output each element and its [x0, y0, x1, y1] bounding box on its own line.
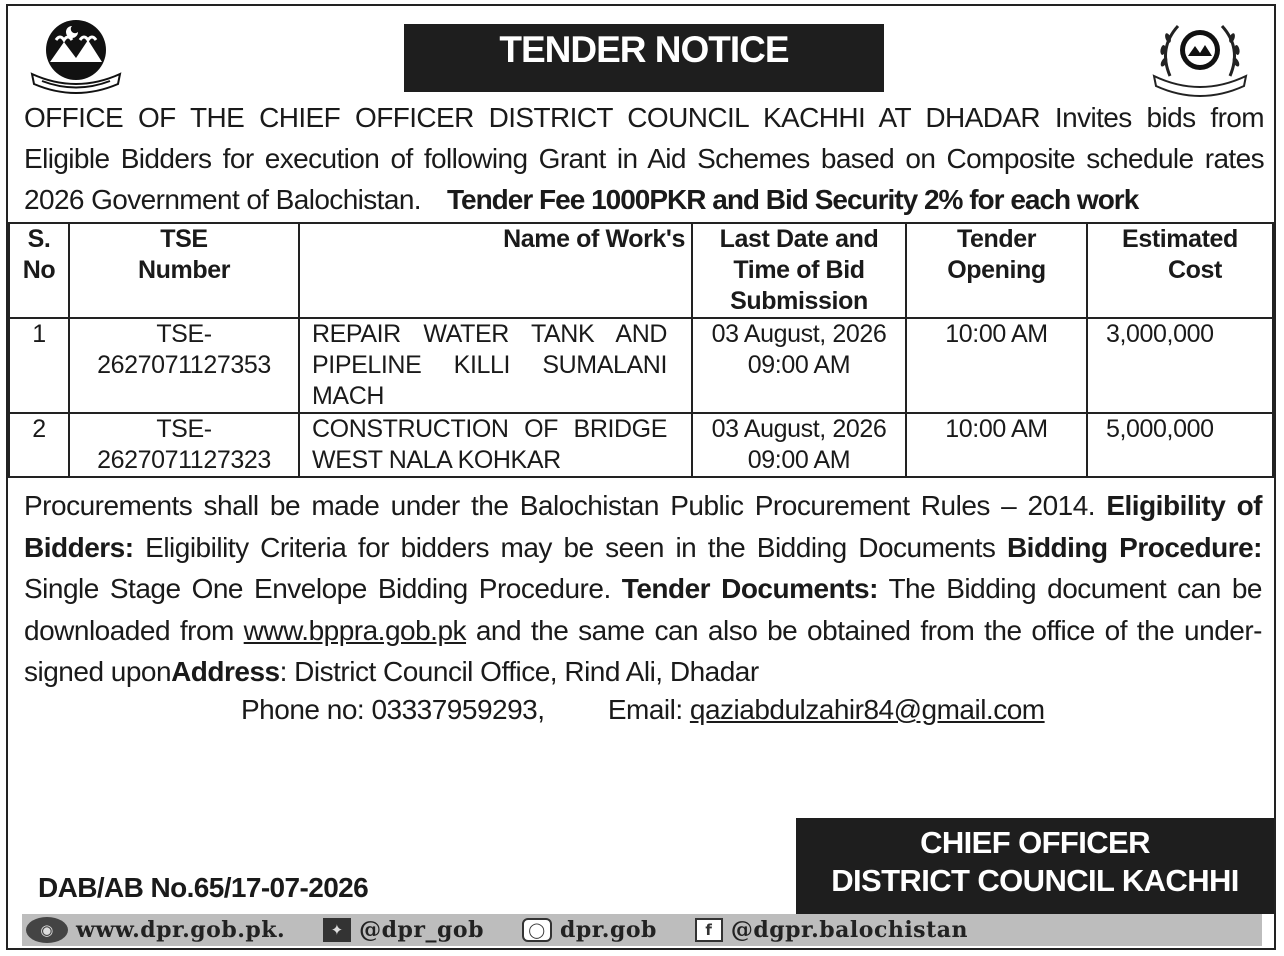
balochistan-emblem-icon: [1148, 18, 1252, 98]
district-council-emblem-icon: [28, 18, 124, 98]
footer-website[interactable]: [22, 917, 285, 943]
bppra-website-link[interactable]: www.bppra.gob.pk: [243, 614, 467, 646]
footer-twitter[interactable]: [323, 917, 484, 943]
eligibility-label: Eligibility of Bidders:: [24, 490, 1262, 563]
bidding-procedure-text: Single Stage One Envelope Bidding Procedure.: [24, 573, 611, 604]
tender-table: [8, 222, 1274, 478]
tender-fee-text: Tender Fee 1000PKR and Bid Security 2% for each work: [446, 184, 1139, 215]
row-work-name: REPAIR WATER TANK AND PIPELINE KILLI SUMALANI MACH: [299, 318, 692, 413]
bidding-procedure-label: Bidding Procedure:: [1006, 531, 1263, 563]
address-label: Address: [171, 656, 280, 687]
phone-number: Phone no: 03337959293,: [241, 694, 545, 725]
footer-bar: [22, 914, 1262, 946]
header-sno: S. No: [9, 223, 69, 318]
row-estimated-cost: 5,000,000: [1087, 413, 1273, 477]
table-header-row: [9, 223, 1273, 318]
header-name-of-works: Name of Work's: [299, 223, 692, 318]
row-work-name: CONSTRUCTION OF BRIDGE WEST NALA KOHKAR: [299, 413, 692, 477]
address-text: : District Council Office, Rind Ali, Dhadar: [279, 656, 759, 687]
footer-twitter-text: @dpr_gob: [359, 917, 484, 943]
facebook-icon: f: [695, 918, 723, 942]
row-last-date: 03 August, 2026 09:00 AM: [692, 318, 906, 413]
footer-instagram[interactable]: [522, 917, 657, 943]
procurement-rules-text: Procurements shall be made under the Balochistan Public Procurement Rules – 2014.: [24, 490, 1096, 521]
footer-instagram-text: dpr.gob: [559, 917, 657, 943]
footer-facebook[interactable]: [695, 917, 968, 943]
row-estimated-cost: 3,000,000: [1087, 318, 1273, 413]
row-opening-time: 10:00 AM: [906, 318, 1087, 413]
tender-documents-text: The Bidding document can be downloaded from: [24, 573, 1262, 646]
header-last-date: Last Date and Time of Bid Submission: [692, 223, 906, 318]
signature-block: [796, 818, 1274, 914]
globe-icon: ◉: [26, 917, 68, 943]
tender-notice-title: TENDER NOTICE: [404, 24, 884, 92]
row-opening-time: 10:00 AM: [906, 413, 1087, 477]
footer-facebook-text: @dgpr.balochistan: [730, 917, 968, 943]
eligibility-text: Eligibility Criteria for bidders may be seen in the Bidding Documents: [145, 531, 996, 563]
row-tse-number: TSE- 2627071127353: [69, 318, 299, 413]
email-link[interactable]: qaziabdulzahir84@gmail.com: [689, 694, 1045, 725]
twitter-icon: ✦: [323, 918, 351, 942]
contact-line: [241, 692, 1045, 728]
header-tender-opening: Tender Opening: [906, 223, 1087, 318]
instagram-icon: ◯: [522, 918, 552, 942]
row-sno: 1: [9, 318, 69, 413]
procurement-details: [24, 485, 1262, 693]
signature-title: CHIEF OFFICER: [920, 825, 1150, 860]
email-label: Email:: [607, 694, 683, 725]
signature-office: DISTRICT COUNCIL KACHHI: [831, 863, 1239, 898]
tender-documents-text-2: and the same can also be obtained from the office of the under-signed upon: [24, 614, 1262, 687]
footer-website-text: www.dpr.gob.pk.: [76, 917, 286, 943]
intro-paragraph: [24, 97, 1264, 220]
row-sno: 2: [9, 413, 69, 477]
table-row: [9, 318, 1273, 413]
row-tse-number: TSE- 2627071127323: [69, 413, 299, 477]
reference-number: DAB/AB No.65/17-07-2026: [38, 872, 369, 903]
header-tse-number: TSE Number: [69, 223, 299, 318]
intro-text: OFFICE OF THE CHIEF OFFICER DISTRICT COUNCIL KACHHI AT DHADAR Invites bids from Eligible Bidders for execution of following Grant in Aid Schemes based on Composite schedule rates 2026 Government of Balochistan.: [24, 102, 1264, 215]
row-last-date: 03 August, 2026 09:00 AM: [692, 413, 906, 477]
header-estimated-cost: Estimated Cost: [1087, 223, 1273, 318]
table-row: [9, 413, 1273, 477]
tender-documents-label: Tender Documents:: [621, 573, 878, 604]
